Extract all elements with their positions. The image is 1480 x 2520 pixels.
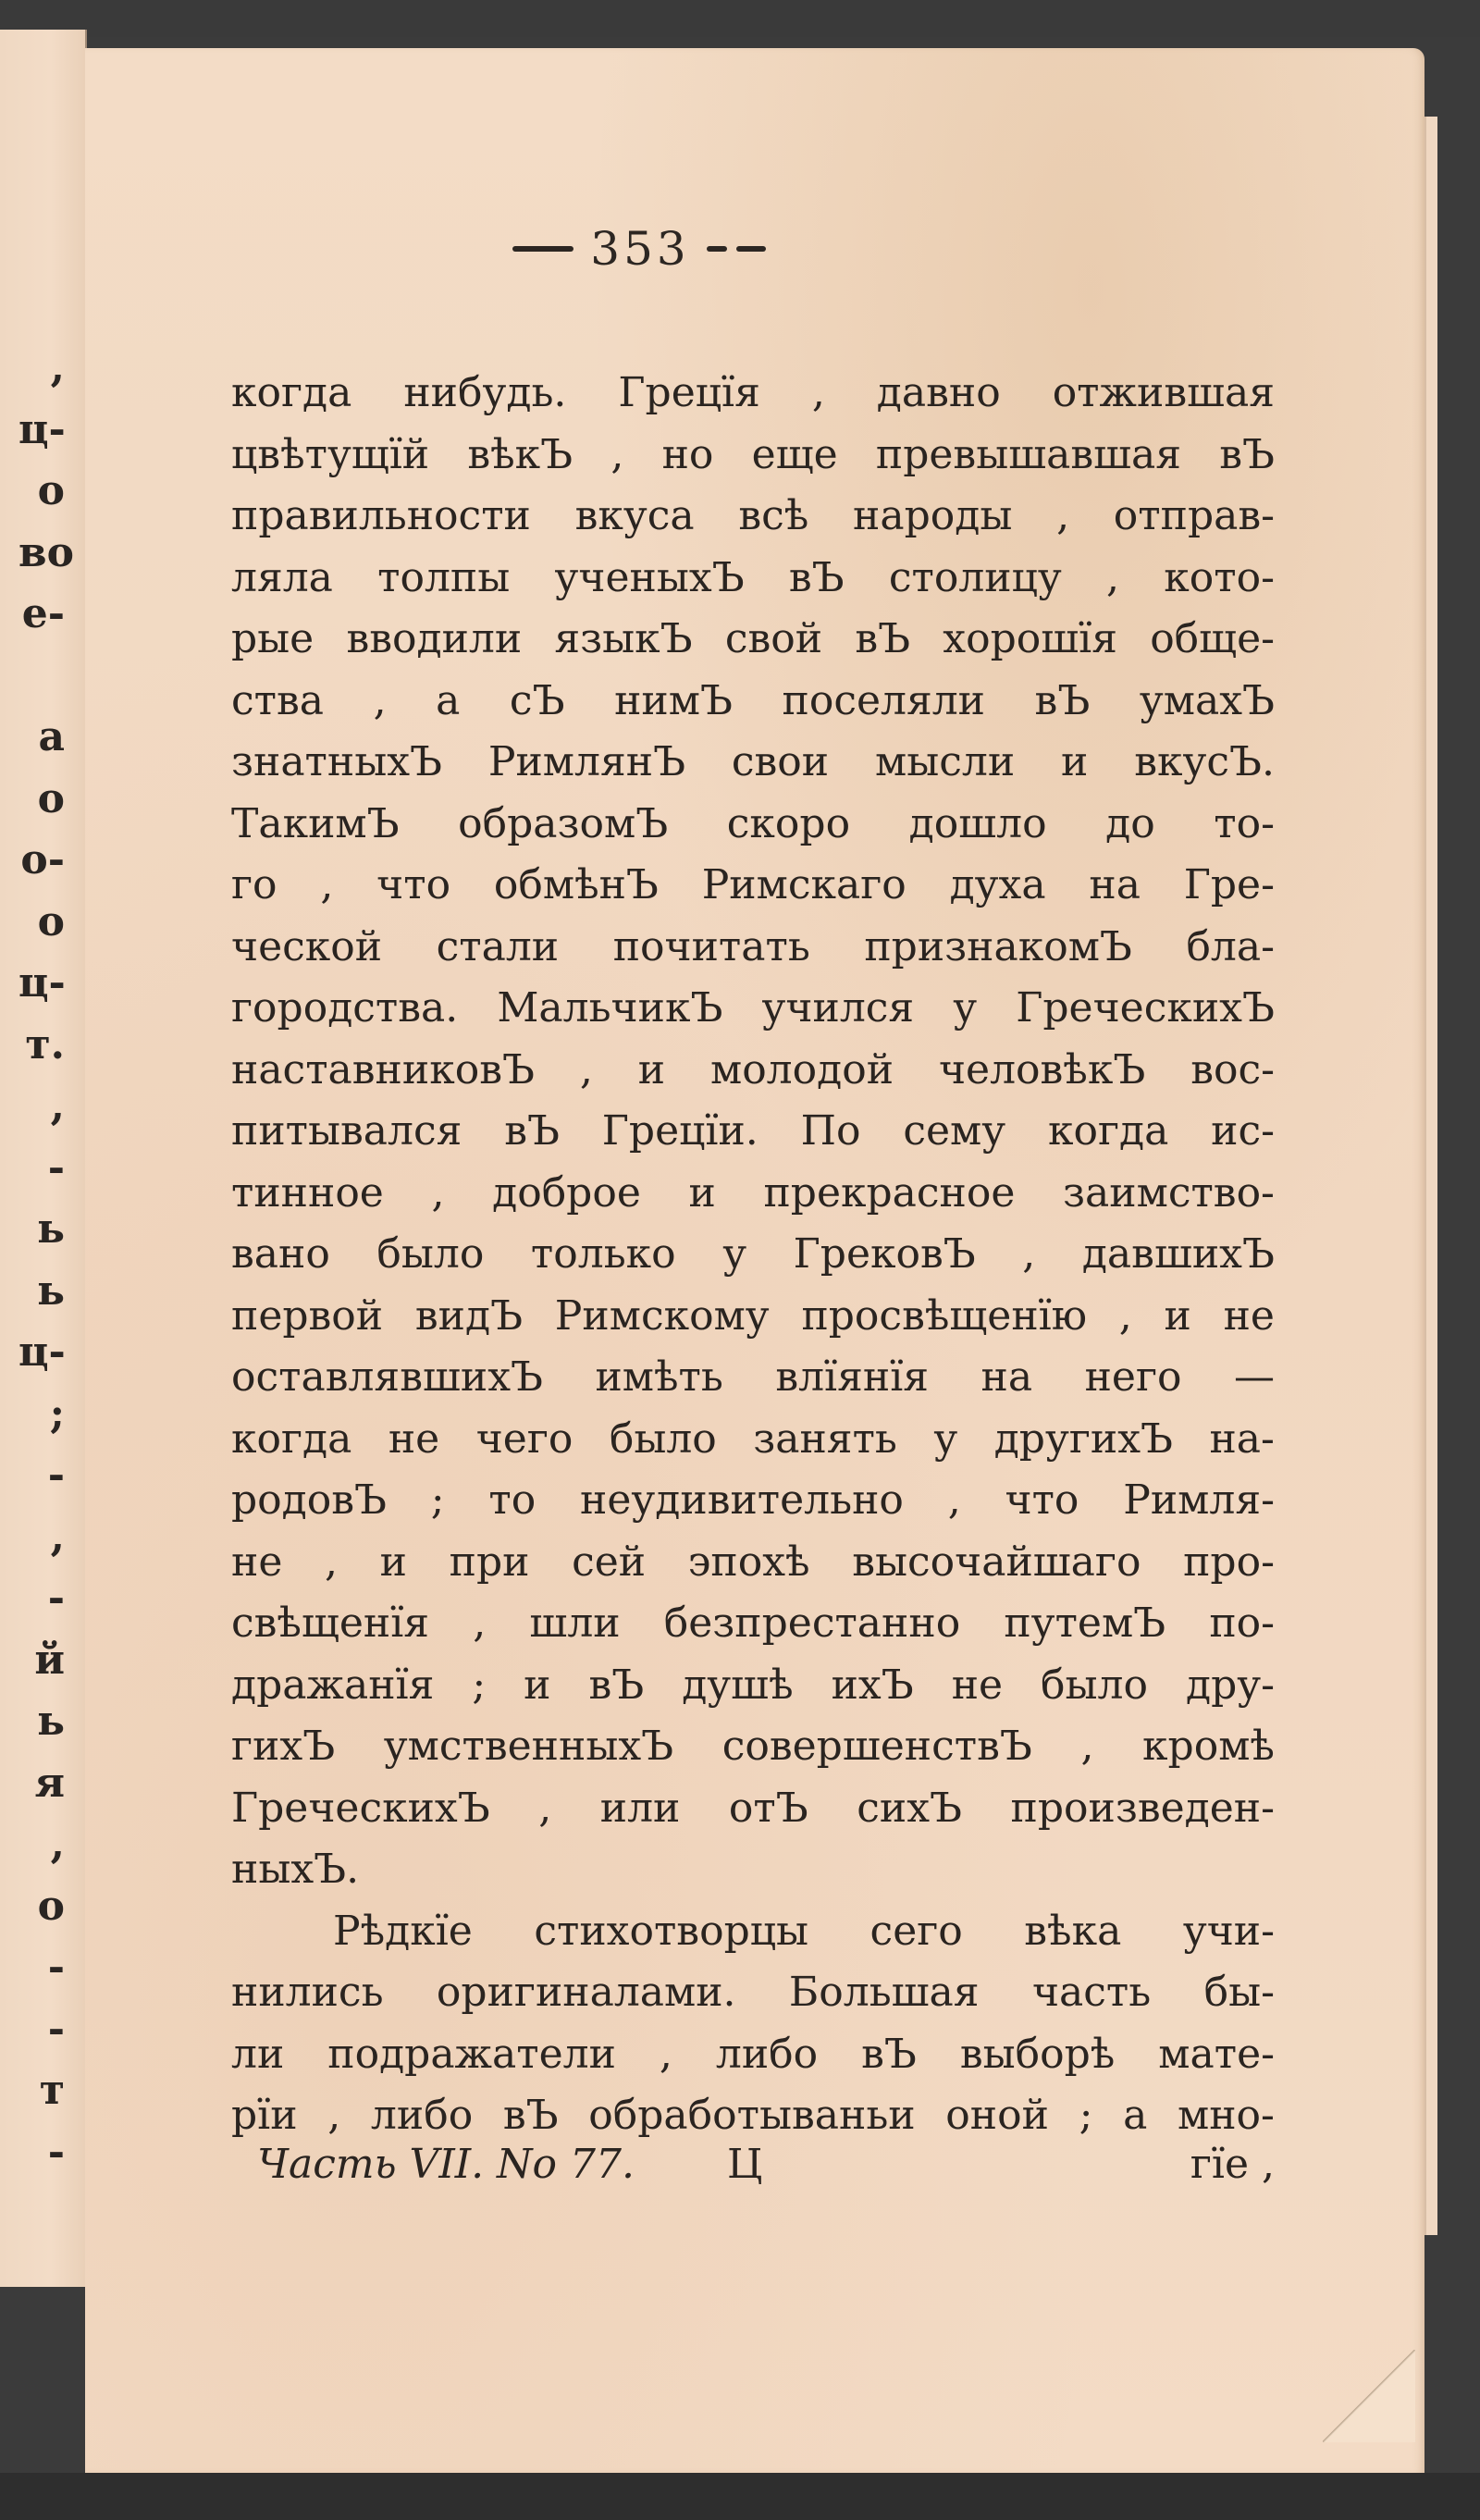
word: то	[488, 1476, 536, 1524]
word: мысли	[874, 738, 1016, 785]
word: ис-	[1211, 1107, 1275, 1155]
text-line	[231, 2024, 1275, 2086]
word: Рѣдкїе	[333, 1907, 473, 1955]
word: при	[449, 1538, 530, 1586]
word: было	[376, 1230, 485, 1278]
word: Гре-	[1183, 861, 1275, 908]
word: ческой	[231, 922, 383, 970]
word: и	[688, 1168, 716, 1217]
word: него	[1084, 1353, 1182, 1401]
edge-char: -	[47, 1944, 65, 1991]
word: ства	[231, 676, 324, 724]
word: свѣщенїя	[231, 1600, 430, 1647]
text-line	[231, 548, 1275, 610]
word: было	[609, 1414, 717, 1463]
word: у	[933, 1414, 958, 1463]
word: отправ-	[1113, 492, 1275, 539]
word: рые	[231, 615, 314, 662]
word: бла-	[1186, 922, 1275, 970]
text-line	[231, 1347, 1275, 1409]
word: вводили	[346, 615, 523, 662]
word: и	[524, 1661, 551, 1709]
edge-char: о	[37, 467, 65, 514]
word: Грецїи.	[601, 1107, 758, 1155]
word: нились	[231, 1969, 384, 2016]
word: Римскаго	[701, 861, 906, 908]
word: отжившая	[1052, 369, 1275, 416]
word: ,	[1056, 492, 1070, 539]
word: что	[376, 861, 451, 908]
word: наставниковЪ	[231, 1045, 535, 1093]
edge-char: ;	[49, 1390, 65, 1438]
word: ,	[1080, 1723, 1094, 1770]
word: свой	[724, 615, 823, 662]
word: доброе	[492, 1168, 641, 1217]
edge-char: т	[39, 2067, 65, 2114]
page-number: 353	[590, 222, 690, 276]
text-line	[231, 671, 1275, 733]
word: ,	[1106, 553, 1120, 601]
sheet-letter: Ц	[727, 2141, 763, 2188]
scan-background-top	[0, 0, 1480, 37]
word: вкуса	[574, 492, 695, 539]
word: вос-	[1190, 1045, 1275, 1093]
word: молодой	[709, 1045, 894, 1093]
word: прекрасное	[763, 1168, 1016, 1217]
edge-char: е-	[21, 590, 65, 637]
word: стихотворцы	[534, 1907, 809, 1955]
word: путемЪ	[1004, 1600, 1166, 1647]
word: народы	[853, 492, 1013, 539]
word: ,	[473, 1600, 487, 1647]
word: всѣ	[738, 492, 809, 539]
edge-char: ц-	[18, 405, 66, 453]
word: вѣка	[1024, 1907, 1122, 1955]
edge-char: о-	[20, 836, 65, 883]
word: имѣть	[595, 1353, 723, 1401]
word: ТакимЪ	[231, 799, 400, 847]
edge-char: й	[34, 1636, 65, 1684]
word: вѣкЪ	[467, 430, 574, 478]
edge-char: -	[47, 1575, 65, 1622]
word: признакомЪ	[864, 922, 1132, 970]
word: и	[1164, 1291, 1191, 1340]
word: выборѣ	[959, 2030, 1116, 2078]
text-line	[231, 1224, 1275, 1286]
book-page	[85, 48, 1424, 2473]
scan-background-bottom	[0, 2473, 1480, 2520]
word: ,	[1022, 1230, 1036, 1278]
word: обще-	[1150, 615, 1275, 662]
word: духа	[949, 861, 1046, 908]
word: сЪ	[509, 676, 565, 724]
word: превышавшая	[875, 430, 1182, 478]
text-line	[231, 794, 1275, 856]
word: МальчикЪ	[497, 984, 723, 1031]
word: то-	[1214, 799, 1275, 847]
word: учился	[761, 984, 915, 1031]
text-line	[231, 1163, 1275, 1225]
word: городства.	[231, 984, 459, 1031]
word: оной	[945, 2092, 1049, 2139]
edge-char: ,	[50, 344, 65, 391]
word: ;	[430, 1476, 445, 1524]
page-footer	[257, 2141, 1275, 2188]
edge-char: -	[47, 1451, 65, 1499]
word: по-	[1209, 1600, 1275, 1647]
word: или	[599, 1784, 681, 1832]
word: ,	[320, 861, 334, 908]
word: сему	[903, 1107, 1006, 1155]
word: мно-	[1178, 2092, 1275, 2139]
text-line	[231, 917, 1275, 979]
word: ,	[327, 2092, 341, 2139]
word: сей	[572, 1538, 647, 1586]
word: влїянїя	[775, 1353, 930, 1401]
word: родовЪ	[231, 1476, 387, 1524]
word: ученыхЪ	[554, 553, 745, 601]
word: эпохѣ	[687, 1538, 810, 1586]
word: —	[1233, 1353, 1275, 1401]
word: нимЪ	[614, 676, 733, 724]
word: на	[980, 1353, 1033, 1401]
word: ГреческихЪ	[231, 1784, 490, 1832]
word: занять	[753, 1414, 897, 1463]
word: языкЪ	[554, 615, 693, 662]
word: ;	[1079, 2092, 1093, 2139]
text-line	[231, 732, 1275, 794]
word: дражанїя	[231, 1661, 435, 1709]
word: правильности	[231, 492, 531, 539]
word: ,	[431, 1168, 445, 1217]
text-line	[231, 1839, 1275, 1901]
word: ,	[659, 2030, 672, 2078]
word: еще	[751, 430, 838, 478]
text-line	[231, 1962, 1275, 2024]
word: было	[1041, 1661, 1148, 1709]
text-line	[231, 1655, 1275, 1717]
text-line	[231, 1286, 1275, 1348]
word: совершенствЪ	[722, 1723, 1032, 1770]
word: обработываньи	[588, 2092, 916, 2139]
edge-char: -	[47, 2128, 65, 2176]
word: ,	[947, 1476, 961, 1524]
word: мате-	[1158, 2030, 1275, 2078]
edge-char: ц-	[18, 1328, 66, 1376]
word: подражатели	[327, 2030, 616, 2078]
edge-char: -	[47, 2005, 65, 2053]
text-line	[231, 486, 1275, 548]
word: образомЪ	[458, 799, 669, 847]
word: Грецїя	[618, 369, 760, 416]
text-line	[231, 1716, 1275, 1778]
word: ,	[538, 1784, 552, 1832]
word: РимлянЪ	[487, 738, 686, 785]
word: бы-	[1203, 1969, 1275, 2016]
word: когда	[1047, 1107, 1169, 1155]
word: просвѣщенїю	[801, 1291, 1088, 1340]
word: до	[1105, 799, 1155, 847]
word: на-	[1209, 1414, 1275, 1463]
word: а	[1123, 2092, 1148, 2139]
word: другихЪ	[993, 1414, 1173, 1463]
edge-char: о	[37, 897, 65, 945]
word: питывался	[231, 1107, 462, 1155]
word: сего	[870, 1907, 963, 1955]
folded-corner	[1323, 2350, 1415, 2442]
word: не	[388, 1414, 440, 1463]
word: цвѣтущїй	[231, 430, 430, 478]
text-line	[231, 1409, 1275, 1471]
body-text	[231, 363, 1275, 2147]
word: вано	[231, 1230, 330, 1278]
word: дошло	[908, 799, 1047, 847]
word: но	[661, 430, 714, 478]
word: часть	[1031, 1969, 1152, 2016]
page-header	[85, 222, 1424, 276]
text-line	[231, 1040, 1275, 1102]
word: тинное	[231, 1168, 384, 1217]
word: первой	[231, 1291, 384, 1340]
catchword: гїе ,	[1190, 2141, 1275, 2188]
word: отЪ	[728, 1784, 808, 1832]
word: поселяли	[782, 676, 985, 724]
word: что	[1005, 1476, 1079, 1524]
word: кото-	[1164, 553, 1275, 601]
text-line	[231, 425, 1275, 487]
word: Римскому	[554, 1291, 770, 1340]
word: вкусЪ.	[1134, 738, 1275, 785]
word: ,	[579, 1045, 593, 1093]
edge-char: а	[38, 713, 65, 760]
word: ,	[610, 430, 624, 478]
word: обмѣнЪ	[493, 861, 659, 908]
word: давно	[876, 369, 1001, 416]
word: и	[1061, 738, 1089, 785]
edge-char: ,	[50, 1082, 65, 1130]
word: оригиналами.	[436, 1969, 736, 2016]
edge-char: ь	[37, 1205, 65, 1253]
edge-char	[18, 652, 65, 714]
word: умственныхЪ	[383, 1723, 674, 1770]
word: произведен-	[1010, 1784, 1275, 1832]
word: скоро	[726, 799, 851, 847]
edge-char: ,	[50, 1821, 65, 1868]
word: не	[951, 1661, 1004, 1709]
word: гихЪ	[231, 1723, 336, 1770]
word: вЪ	[504, 1107, 560, 1155]
text-line	[231, 1901, 1275, 1963]
word: ,	[811, 369, 825, 416]
word: а	[436, 676, 461, 724]
word: Большая	[788, 1969, 980, 2016]
word: ГрековЪ	[793, 1230, 976, 1278]
header-rule-right	[736, 246, 766, 252]
edge-char: -	[47, 1143, 65, 1192]
word: умахЪ	[1139, 676, 1275, 724]
word: про-	[1183, 1538, 1275, 1586]
word: вЪ	[861, 2030, 917, 2078]
word: сихЪ	[857, 1784, 962, 1832]
word: человѣкЪ	[938, 1045, 1146, 1093]
word: у	[722, 1230, 747, 1278]
previous-page-text	[18, 344, 74, 2190]
word: не	[231, 1538, 283, 1586]
word: ,	[1118, 1291, 1132, 1340]
word: неудивительно	[580, 1476, 904, 1524]
header-rule-left	[512, 246, 574, 252]
word: оставлявшихЪ	[231, 1353, 543, 1401]
edge-char: т.	[25, 1020, 65, 1069]
word: го	[231, 861, 278, 908]
word: вЪ	[788, 553, 845, 601]
edge-char: во	[18, 528, 74, 576]
word: ,	[325, 1538, 339, 1586]
word: видЪ	[414, 1291, 524, 1340]
word: нибудь.	[403, 369, 567, 416]
word: ,	[373, 676, 387, 724]
word: ;	[472, 1661, 487, 1709]
word: и	[379, 1538, 407, 1586]
word: вЪ	[1034, 676, 1091, 724]
text-line	[231, 2085, 1275, 2147]
word: у	[953, 984, 978, 1031]
word: ляла	[231, 553, 333, 601]
text-line	[231, 1778, 1275, 1840]
edge-char: о	[37, 1882, 65, 1930]
word: знатныхЪ	[231, 738, 443, 785]
word: когда	[231, 369, 352, 416]
word: кромѣ	[1142, 1723, 1275, 1770]
word: хорошїя	[943, 615, 1117, 662]
word: только	[530, 1230, 676, 1278]
text-line	[231, 1593, 1275, 1655]
word: ли	[231, 2030, 285, 2078]
signature-mark: Часть VII. No 77.	[257, 2141, 635, 2188]
text-line	[231, 1101, 1275, 1163]
word: вЪ	[855, 615, 911, 662]
text-line	[231, 363, 1275, 425]
text-line	[231, 1532, 1275, 1594]
previous-page-edge	[0, 30, 87, 2287]
edge-char: ь	[37, 1266, 65, 1315]
word: столицу	[888, 553, 1062, 601]
word: Римля-	[1123, 1476, 1275, 1524]
word: либо	[370, 2092, 474, 2139]
word: ихЪ	[831, 1661, 914, 1709]
word: рїи	[231, 2092, 298, 2139]
word: стали	[436, 922, 560, 970]
word: вЪ	[1219, 430, 1275, 478]
word: душѣ	[682, 1661, 794, 1709]
word: почитать	[612, 922, 810, 970]
edge-char: ,	[50, 1513, 65, 1561]
word: заимство-	[1063, 1168, 1275, 1217]
word: вЪ	[502, 2092, 559, 2139]
word: вЪ	[588, 1661, 645, 1709]
edge-char: я	[34, 1759, 65, 1807]
text-line	[231, 609, 1275, 671]
word: на	[1089, 861, 1141, 908]
word: учи-	[1182, 1907, 1275, 1955]
word: толпы	[377, 553, 511, 601]
word: и	[637, 1045, 666, 1093]
header-rule-right-short	[707, 246, 727, 252]
edge-char: о	[37, 774, 65, 822]
edge-char: ц-	[18, 959, 66, 1007]
word: не	[1223, 1291, 1275, 1340]
word: дру-	[1185, 1661, 1275, 1709]
text-line	[231, 1470, 1275, 1532]
word: ГреческихЪ	[1016, 984, 1275, 1031]
edge-char: ь	[37, 1698, 65, 1745]
word: давшихЪ	[1081, 1230, 1275, 1278]
page-stack-edge	[1424, 117, 1437, 2235]
text-line	[231, 978, 1275, 1040]
word: шли	[529, 1600, 621, 1647]
text-line	[231, 855, 1275, 917]
word: ныхЪ.	[231, 1846, 360, 1893]
word: когда	[231, 1414, 352, 1463]
word: По	[800, 1107, 861, 1155]
word: свои	[731, 738, 830, 785]
word: высочайшаго	[852, 1538, 1141, 1586]
word: чего	[475, 1414, 574, 1463]
word: безпрестанно	[663, 1600, 961, 1647]
word: либо	[715, 2030, 819, 2078]
